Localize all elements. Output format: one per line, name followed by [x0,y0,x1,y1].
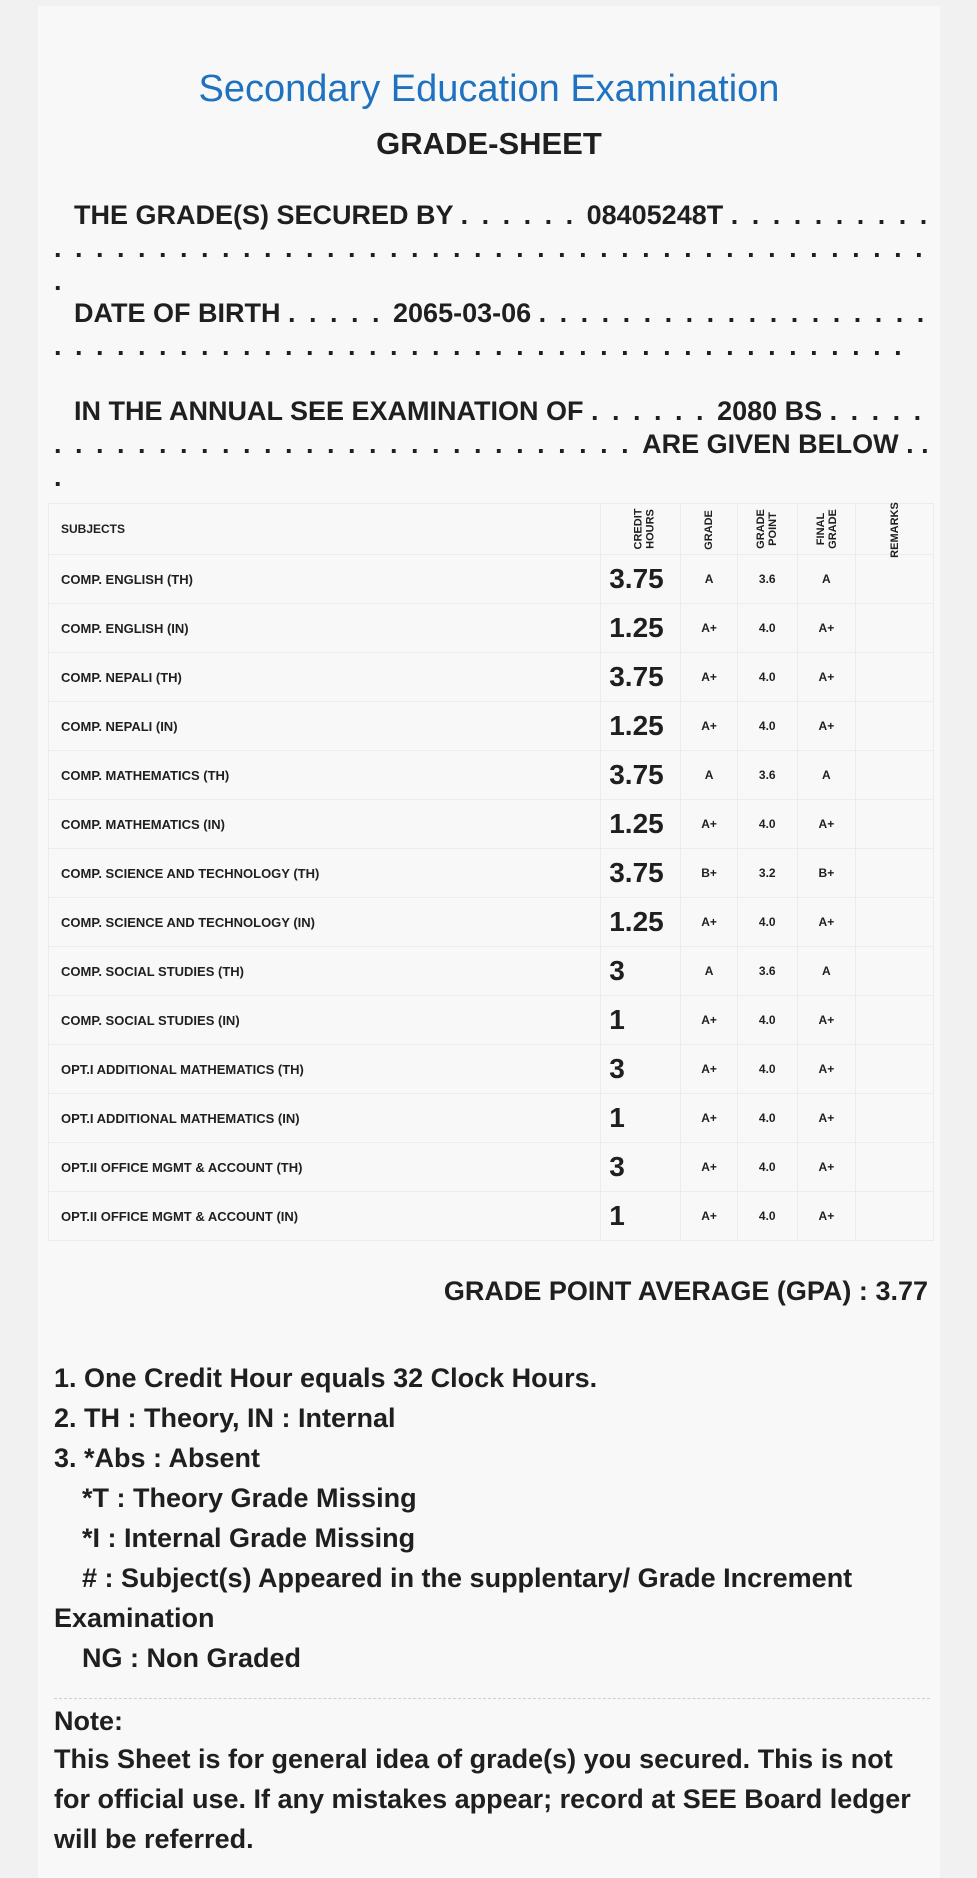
grade-point-cell: 4.0 [737,1045,797,1094]
table-row [49,751,934,800]
note-item: # : Subject(s) Appeared in the supplentary/ Grade Increment Examination [54,1563,853,1633]
divider [54,1698,930,1699]
note-label: Note: [54,1706,123,1736]
grade-point-cell: 3.6 [737,751,797,800]
grade-point-cell: 4.0 [737,800,797,849]
gpa-value: 3.77 [875,1276,928,1306]
subject-cell: COMP. SOCIAL STUDIES (IN) [49,996,601,1045]
table-row [49,947,934,996]
final-grade-cell: A+ [797,702,855,751]
grade-cell: A [681,947,737,996]
credit-hours-cell: 3 [601,1143,681,1192]
final-grade-cell: A+ [797,653,855,702]
table-row [49,1143,934,1192]
gpa-label: GRADE POINT AVERAGE (GPA) : [443,1276,868,1306]
sheet-title: GRADE-SHEET [376,126,602,161]
header-final-grade: FINAL GRADE [797,504,855,555]
grade-cell: A+ [681,1094,737,1143]
final-grade-cell: A+ [797,1143,855,1192]
dob-line: DATE OF BIRTH . . . . . 2065-03-06 . . . . . . . . . . . . . . . . . . . . . . . . . . . . . . . . . . . . . . . . . . . . . . . . . . . . . . . . . . . . [54,298,928,361]
final-grade-cell: A+ [797,996,855,1045]
grade-point-cell: 3.6 [737,947,797,996]
exam-year: 2080 BS [717,396,823,426]
header-subjects: SUBJECTS [49,504,601,555]
subject-cell: OPT.II OFFICE MGMT & ACCOUNT (TH) [49,1143,601,1192]
final-grade-cell: A+ [797,898,855,947]
remarks-cell [855,800,933,849]
credit-hours-cell: 1 [601,1192,681,1241]
final-grade-cell: A+ [797,1192,855,1241]
final-grade-cell: A+ [797,800,855,849]
secured-label: THE GRADE(S) SECURED BY [74,200,454,230]
final-grade-cell: A+ [797,1094,855,1143]
grade-cell: A+ [681,800,737,849]
subject-cell: COMP. ENGLISH (TH) [49,555,601,604]
remarks-cell [855,898,933,947]
grade-cell: A [681,751,737,800]
note-item: 2. TH : Theory, IN : Internal [54,1403,396,1433]
final-grade-cell: A [797,947,855,996]
subject-cell: COMP. SOCIAL STUDIES (TH) [49,947,601,996]
subject-cell: OPT.I ADDITIONAL MATHEMATICS (IN) [49,1094,601,1143]
grade-point-cell: 4.0 [737,1143,797,1192]
table-row [49,1192,934,1241]
given-below: ARE GIVEN BELOW . . . [54,429,929,492]
header-credit-hours: CREDIT HOURS [601,504,681,555]
remarks-cell [855,555,933,604]
grades-table [48,503,934,1241]
remarks-cell [855,996,933,1045]
grade-cell: A+ [681,653,737,702]
grade-cell: A+ [681,1192,737,1241]
credit-hours-cell: 3.75 [601,653,681,702]
table-row [49,996,934,1045]
exam-label: IN THE ANNUAL SEE EXAMINATION OF [74,396,584,426]
table-row [49,800,934,849]
grade-sheet [38,6,940,1878]
credit-hours-cell: 3 [601,1045,681,1094]
grade-point-cell: 4.0 [737,1094,797,1143]
remarks-cell [855,1094,933,1143]
note-text: This Sheet is for general idea of grade(s) you secured. This is not for official use. If any mistakes appear; record at SEE Board ledger will be referred. [54,1744,911,1854]
note-item: NG : Non Graded [82,1643,302,1673]
grade-cell: A+ [681,996,737,1045]
credit-hours-cell: 1 [601,996,681,1045]
note-item: *I : Internal Grade Missing [82,1523,416,1553]
subject-cell: COMP. SCIENCE AND TECHNOLOGY (IN) [49,898,601,947]
grade-point-cell: 4.0 [737,702,797,751]
remarks-cell [855,1192,933,1241]
subject-cell: COMP. NEPALI (IN) [49,702,601,751]
credit-hours-cell: 3.75 [601,751,681,800]
remarks-cell [855,751,933,800]
grade-point-cell: 4.0 [737,898,797,947]
subject-cell: COMP. SCIENCE AND TECHNOLOGY (TH) [49,849,601,898]
table-row [49,604,934,653]
grade-cell: A+ [681,702,737,751]
remarks-cell [855,849,933,898]
final-grade-cell: B+ [797,849,855,898]
subject-cell: OPT.II OFFICE MGMT & ACCOUNT (IN) [49,1192,601,1241]
remarks-cell [855,1045,933,1094]
grade-cell: A+ [681,898,737,947]
gpa-line [444,1274,928,1308]
note-item: *T : Theory Grade Missing [82,1483,417,1513]
credit-hours-cell: 1.25 [601,702,681,751]
credit-hours-cell: 3.75 [601,555,681,604]
table-row [49,849,934,898]
final-grade-cell: A+ [797,1045,855,1094]
credit-hours-cell: 3 [601,947,681,996]
table-row [49,1045,934,1094]
subject-cell: COMP. MATHEMATICS (TH) [49,751,601,800]
table-row [49,898,934,947]
credit-hours-cell: 1.25 [601,898,681,947]
exam-line: IN THE ANNUAL SEE EXAMINATION OF . . . . . . 2080 BS . . . . . . . . . . . . . . . . . . . . . . . . . . . . . . . . . ARE GIVEN BELOW . . . [54,396,929,492]
grade-point-cell: 4.0 [737,996,797,1045]
grade-cell: A+ [681,1143,737,1192]
final-grade-cell: A+ [797,604,855,653]
remarks-cell [855,947,933,996]
table-row [49,1094,934,1143]
subject-cell: COMP. MATHEMATICS (IN) [49,800,601,849]
symbol-number: 08405248T [586,200,724,230]
table-header-row [49,504,934,555]
table-row [49,555,934,604]
credit-hours-cell: 3.75 [601,849,681,898]
note-item: 1. One Credit Hour equals 32 Clock Hours. [54,1363,598,1393]
grade-point-cell: 3.2 [737,849,797,898]
remarks-cell [855,653,933,702]
credit-hours-cell: 1 [601,1094,681,1143]
grade-cell: B+ [681,849,737,898]
credit-hours-cell: 1.25 [601,604,681,653]
remarks-cell [855,702,933,751]
dob-label: DATE OF BIRTH [74,298,281,328]
subject-cell: COMP. ENGLISH (IN) [49,604,601,653]
header-grade-point: GRADE POINT [737,504,797,555]
secured-by-line: THE GRADE(S) SECURED BY . . . . . . 08405248T . . . . . . . . . . . . . . . . . . . . . . . . . . . . . . . . . . . . . . . . . . . . . . . . . . . . . [54,200,931,296]
grade-cell: A+ [681,1045,737,1094]
exam-title: Secondary Education Examination [198,68,780,110]
grade-cell: A [681,555,737,604]
table-row [49,702,934,751]
header-remarks: REMARKS [855,504,933,555]
remarks-cell [855,604,933,653]
remarks-cell [855,1143,933,1192]
subject-cell: COMP. NEPALI (TH) [49,653,601,702]
grade-cell: A+ [681,604,737,653]
grade-point-cell: 4.0 [737,1192,797,1241]
notes-list [54,1358,934,1678]
header-grade: GRADE [681,504,737,555]
grade-point-cell: 4.0 [737,653,797,702]
credit-hours-cell: 1.25 [601,800,681,849]
note-item: 3. *Abs : Absent [54,1443,261,1473]
grade-point-cell: 3.6 [737,555,797,604]
dob-value: 2065-03-06 [393,298,532,328]
final-grade-cell: A [797,555,855,604]
table-row [49,653,934,702]
subject-cell: OPT.I ADDITIONAL MATHEMATICS (TH) [49,1045,601,1094]
grade-point-cell: 4.0 [737,604,797,653]
final-grade-cell: A [797,751,855,800]
